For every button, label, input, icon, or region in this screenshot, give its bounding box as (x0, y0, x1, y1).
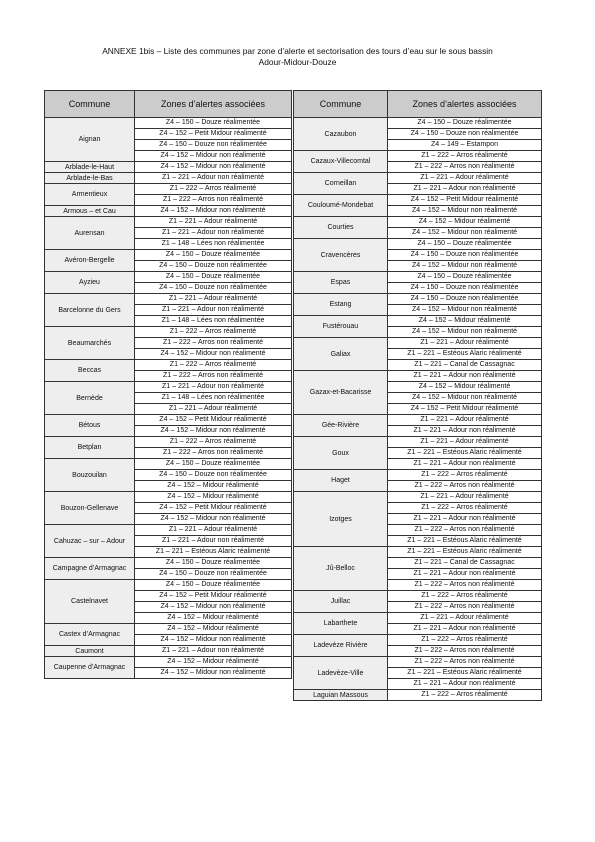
header-commune: Commune (45, 91, 135, 118)
zone-cell: Z1 – 221 – Adour non réalimenté (388, 184, 542, 195)
commune-cell: Laguian Massous (294, 690, 388, 701)
table-row (45, 415, 292, 426)
zone-cell: Z1 – 221 – Adour non réalimenté (388, 371, 542, 382)
zone-cell: Z4 – 150 – Douze non réalimentée (135, 140, 292, 151)
commune-cell: Cravencères (294, 239, 388, 272)
zone-cell: Z1 – 221 – Estéous Alaric réalimenté (135, 547, 292, 558)
zone-cell: Z4 – 150 – Douze non réalimentée (388, 283, 542, 294)
table-row (294, 316, 542, 327)
zone-cell: Z4 – 152 – Midour réalimenté (135, 492, 292, 503)
zone-cell: Z4 – 152 – Midour non réalimenté (135, 426, 292, 437)
zone-cell: Z4 – 152 – Midour non réalimenté (135, 206, 292, 217)
document-title (20, 46, 575, 68)
zone-cell: Z4 – 152 – Midour non réalimenté (135, 151, 292, 162)
zone-cell: Z4 – 150 – Douze réalimentée (135, 118, 292, 129)
commune-cell: Gazax-et-Bacarisse (294, 371, 388, 415)
table-row (294, 591, 542, 602)
zone-cell: Z4 – 150 – Douze réalimentée (135, 459, 292, 470)
commune-cell: Bouzon-Gellenave (45, 492, 135, 525)
zone-cell: Z1 – 222 – Arros non réalimenté (388, 525, 542, 536)
commune-cell: Campagne d’Armagnac (45, 558, 135, 580)
table-row (294, 613, 542, 624)
zone-cell: Z1 – 222 – Arros non réalimenté (135, 371, 292, 382)
zone-cell: Z4 – 152 – Midour réalimenté (135, 613, 292, 624)
commune-cell: Courties (294, 217, 388, 239)
zone-cell: Z1 – 221 – Adour réalimenté (135, 294, 292, 305)
zone-cell: Z4 – 150 – Douze réalimentée (135, 558, 292, 569)
commune-cell: Labarthete (294, 613, 388, 635)
header-zones: Zones d’alertes associées (388, 91, 542, 118)
zone-cell: Z4 – 152 – Midour non réalimenté (135, 635, 292, 646)
zone-cell: Z4 – 152 – Midour non réalimenté (388, 305, 542, 316)
zone-cell: Z1 – 222 – Arros réalimenté (388, 503, 542, 514)
zone-cell: Z4 – 152 – Midour non réalimenté (388, 261, 542, 272)
commune-cell: Aignan (45, 118, 135, 162)
commune-cell: Beaumarchés (45, 327, 135, 360)
zone-cell: Z4 – 152 – Midour non réalimenté (135, 349, 292, 360)
table-row (45, 558, 292, 569)
zone-cell: Z4 – 152 – Midour non réalimenté (135, 514, 292, 525)
zone-cell: Z4 – 152 – Midour non réalimenté (135, 602, 292, 613)
commune-cell: Estang (294, 294, 388, 316)
zone-cell: Z1 – 222 – Arros réalimenté (135, 184, 292, 195)
table-row (294, 690, 542, 701)
zone-cell: Z1 – 221 – Estéous Alaric réalimenté (388, 536, 542, 547)
zone-cell: Z4 – 152 – Midour non réalimenté (388, 327, 542, 338)
table-row (45, 360, 292, 371)
table-row (294, 217, 542, 228)
zone-cell: Z4 – 150 – Douze non réalimentée (388, 294, 542, 305)
commune-cell: Arblade-le-Haut (45, 162, 135, 173)
table-row (294, 118, 542, 129)
zone-cell: Z1 – 221 – Adour réalimenté (388, 437, 542, 448)
table-row (45, 162, 292, 173)
table-row (45, 657, 292, 668)
zone-cell: Z1 – 221 – Adour non réalimenté (388, 459, 542, 470)
commune-cell: Arblade-le-Bas (45, 173, 135, 184)
commune-cell: Beccas (45, 360, 135, 382)
zone-cell: Z4 – 152 – Midour non réalimenté (388, 228, 542, 239)
commune-cell: Couloumé-Mondebat (294, 195, 388, 217)
table-row (45, 327, 292, 338)
zone-cell: Z4 – 150 – Douze réalimentée (135, 272, 292, 283)
commune-cell: Juillac (294, 591, 388, 613)
commune-cell: Espas (294, 272, 388, 294)
zone-cell: Z1 – 221 – Adour non réalimenté (135, 646, 292, 657)
zone-cell: Z1 – 221 – Adour réalimenté (388, 492, 542, 503)
zone-cell: Z4 – 150 – Douze non réalimentée (388, 129, 542, 140)
zone-cell: Z1 – 221 – Adour non réalimenté (388, 426, 542, 437)
zone-cell: Z1 – 222 – Arros non réalimenté (388, 162, 542, 173)
zone-cell: Z1 – 222 – Arros réalimenté (388, 151, 542, 162)
commune-cell: Caumont (45, 646, 135, 657)
document-title-line1: ANNEXE 1bis – Liste des communes par zone d’alerte et sectorisation des tours d’eau sur le sous bassin (102, 46, 493, 56)
commune-cell: Bétous (45, 415, 135, 437)
table-row (45, 294, 292, 305)
zone-cell: Z1 – 222 – Arros non réalimenté (135, 338, 292, 349)
zone-cell: Z1 – 148 – Lées non réalimentée (135, 239, 292, 250)
table-row (45, 492, 292, 503)
zone-cell: Z4 – 152 – Midour réalimenté (135, 481, 292, 492)
table-header-row (45, 91, 292, 118)
zone-cell: Z1 – 221 – Adour réalimenté (388, 415, 542, 426)
zone-cell: Z1 – 222 – Arros non réalimenté (135, 448, 292, 459)
zone-cell: Z1 – 221 – Estéous Alaric réalimenté (388, 547, 542, 558)
table-row (294, 437, 542, 448)
zone-cell: Z4 – 152 – Petit Midour réalimenté (388, 195, 542, 206)
commune-cell: Armentieux (45, 184, 135, 206)
zone-cell: Z1 – 222 – Arros non réalimenté (388, 602, 542, 613)
zone-cell: Z4 – 152 – Petit Midour réalimenté (135, 591, 292, 602)
table-row (294, 239, 542, 250)
table-row (45, 272, 292, 283)
zone-cell: Z1 – 221 – Estéous Alaric réalimenté (388, 448, 542, 459)
zone-cell: Z1 – 222 – Arros réalimenté (135, 360, 292, 371)
table-row (45, 382, 292, 393)
commune-cell: Betplan (45, 437, 135, 459)
commune-cell: Avéron-Bergelle (45, 250, 135, 272)
zone-cell: Z4 – 152 – Midour réalimenté (135, 657, 292, 668)
table-row (294, 657, 542, 668)
zone-cell: Z1 – 221 – Adour non réalimenté (388, 569, 542, 580)
table-row (45, 118, 292, 129)
zone-cell: Z1 – 221 – Adour non réalimenté (135, 228, 292, 239)
commune-cell: Galiax (294, 338, 388, 371)
zone-cell: Z1 – 221 – Adour non réalimenté (135, 382, 292, 393)
zone-cell: Z4 – 150 – Douze non réalimentée (388, 250, 542, 261)
zone-cell: Z4 – 152 – Midour réalimenté (388, 382, 542, 393)
table-row (294, 195, 542, 206)
zone-cell: Z1 – 222 – Arros non réalimenté (135, 195, 292, 206)
zone-cell: Z4 – 152 – Petit Midour réalimenté (388, 404, 542, 415)
commune-cell: Ladevèze-Ville (294, 657, 388, 690)
zone-cell: Z4 – 152 – Midour réalimenté (388, 316, 542, 327)
zone-cell: Z4 – 152 – Midour réalimenté (135, 624, 292, 635)
commune-cell: Castelnavet (45, 580, 135, 624)
zone-cell: Z1 – 222 – Arros réalimenté (388, 591, 542, 602)
commune-cell: Ayzieu (45, 272, 135, 294)
table-row (294, 547, 542, 558)
zone-cell: Z4 – 150 – Douze réalimentée (388, 272, 542, 283)
commune-cell: Izotges (294, 492, 388, 547)
zone-cell: Z1 – 221 – Adour réalimenté (135, 217, 292, 228)
commune-cell: Ladevèze Rivière (294, 635, 388, 657)
zone-cell: Z1 – 222 – Arros non réalimenté (388, 657, 542, 668)
zone-cell: Z1 – 221 – Adour non réalimenté (388, 679, 542, 690)
zone-cell: Z1 – 221 – Adour non réalimenté (135, 536, 292, 547)
zone-cell: Z4 – 150 – Douze non réalimentée (135, 470, 292, 481)
commune-cell: Aurensan (45, 217, 135, 250)
table-row (294, 635, 542, 646)
table-row (294, 338, 542, 349)
zone-cell: Z4 – 152 – Petit Midour réalimenté (135, 503, 292, 514)
zone-cell: Z4 – 152 – Midour réalimenté (388, 217, 542, 228)
zone-cell: Z1 – 221 – Adour réalimenté (388, 338, 542, 349)
zone-cell: Z1 – 222 – Arros réalimenté (388, 635, 542, 646)
zone-cell: Z4 – 150 – Douze non réalimentée (135, 261, 292, 272)
zone-cell: Z1 – 221 – Adour réalimenté (135, 404, 292, 415)
commune-cell: Caupenne d’Armagnac (45, 657, 135, 679)
zone-cell: Z4 – 150 – Douze non réalimentée (135, 569, 292, 580)
commune-cell: Bouzouilan (45, 459, 135, 492)
table-row (45, 173, 292, 184)
table-row (294, 294, 542, 305)
table-row (45, 217, 292, 228)
commune-cell: Goux (294, 437, 388, 470)
table-row (294, 371, 542, 382)
zone-cell: Z1 – 221 – Adour non réalimenté (388, 624, 542, 635)
zone-cell: Z4 – 152 – Midour non réalimenté (135, 162, 292, 173)
table-row (45, 624, 292, 635)
commune-cell: Haget (294, 470, 388, 492)
zone-cell: Z1 – 221 – Adour réalimenté (388, 613, 542, 624)
header-zones: Zones d’alertes associées (135, 91, 292, 118)
zone-cell: Z4 – 150 – Douze réalimentée (135, 580, 292, 591)
communes-table-right (293, 90, 542, 701)
commune-cell: Armous – et Cau (45, 206, 135, 217)
zone-cell: Z1 – 221 – Adour non réalimenté (388, 514, 542, 525)
zone-cell: Z1 – 222 – Arros réalimenté (135, 327, 292, 338)
zone-cell: Z1 – 222 – Arros non réalimenté (388, 580, 542, 591)
table-row (45, 525, 292, 536)
table-row (294, 272, 542, 283)
zone-cell: Z1 – 221 – Canal de Cassagnac (388, 360, 542, 371)
zone-cell: Z1 – 221 – Adour réalimenté (388, 173, 542, 184)
zone-cell: Z1 – 221 – Canal de Cassagnac (388, 558, 542, 569)
commune-cell: Jû-Belloc (294, 547, 388, 591)
zone-cell: Z4 – 150 – Douze réalimentée (388, 118, 542, 129)
zone-cell: Z4 – 152 – Petit Midour réalimenté (135, 415, 292, 426)
zone-cell: Z1 – 222 – Arros réalimenté (388, 690, 542, 701)
commune-cell: Cazaubon (294, 118, 388, 151)
zone-cell: Z4 – 152 – Midour non réalimenté (135, 668, 292, 679)
table-row (294, 492, 542, 503)
commune-cell: Fustérouau (294, 316, 388, 338)
zone-cell: Z4 – 152 – Petit Midour réalimenté (135, 129, 292, 140)
zone-cell: Z1 – 222 – Arros réalimenté (388, 470, 542, 481)
zone-cell: Z4 – 150 – Douze non réalimentée (135, 283, 292, 294)
commune-cell: Gée-Rivière (294, 415, 388, 437)
zone-cell: Z1 – 148 – Lées non réalimentée (135, 393, 292, 404)
commune-cell: Bernède (45, 382, 135, 415)
table-row (294, 151, 542, 162)
table-row (45, 580, 292, 591)
zone-cell: Z1 – 221 – Adour réalimenté (135, 525, 292, 536)
commune-cell: Castex d’Armagnac (45, 624, 135, 646)
zone-cell: Z4 – 150 – Douze réalimentée (388, 239, 542, 250)
table-row (294, 173, 542, 184)
document-title-line2: Adour-Midour-Douze (258, 57, 337, 67)
table-row (294, 415, 542, 426)
table-row (45, 184, 292, 195)
table-row (45, 206, 292, 217)
zone-cell: Z1 – 222 – Arros réalimenté (135, 437, 292, 448)
zone-cell: Z1 – 148 – Lées non réalimentée (135, 316, 292, 327)
communes-table-left (44, 90, 292, 679)
zone-cell: Z4 – 152 – Midour non réalimenté (388, 393, 542, 404)
zone-cell: Z1 – 221 – Estéous Alaric réalimenté (388, 668, 542, 679)
commune-cell: Cahuzac – sur – Adour (45, 525, 135, 558)
table-row (294, 470, 542, 481)
zone-cell: Z1 – 222 – Arros non réalimenté (388, 646, 542, 657)
commune-cell: Corneillan (294, 173, 388, 195)
table-row (45, 437, 292, 448)
header-commune: Commune (294, 91, 388, 118)
table-header-row (294, 91, 542, 118)
table-row (45, 459, 292, 470)
zone-cell: Z1 – 221 – Estéous Alaric réalimenté (388, 349, 542, 360)
zone-cell: Z1 – 222 – Arros non réalimenté (388, 481, 542, 492)
commune-cell: Cazaux-Villecomtal (294, 151, 388, 173)
zone-cell: Z4 – 149 – Estampon (388, 140, 542, 151)
table-row (45, 646, 292, 657)
table-row (45, 250, 292, 261)
zone-cell: Z1 – 221 – Adour non réalimenté (135, 173, 292, 184)
commune-cell: Barcelonne du Gers (45, 294, 135, 327)
zone-cell: Z4 – 152 – Midour non réalimenté (388, 206, 542, 217)
zone-cell: Z1 – 221 – Adour non réalimenté (135, 305, 292, 316)
zone-cell: Z4 – 150 – Douze réalimentée (135, 250, 292, 261)
